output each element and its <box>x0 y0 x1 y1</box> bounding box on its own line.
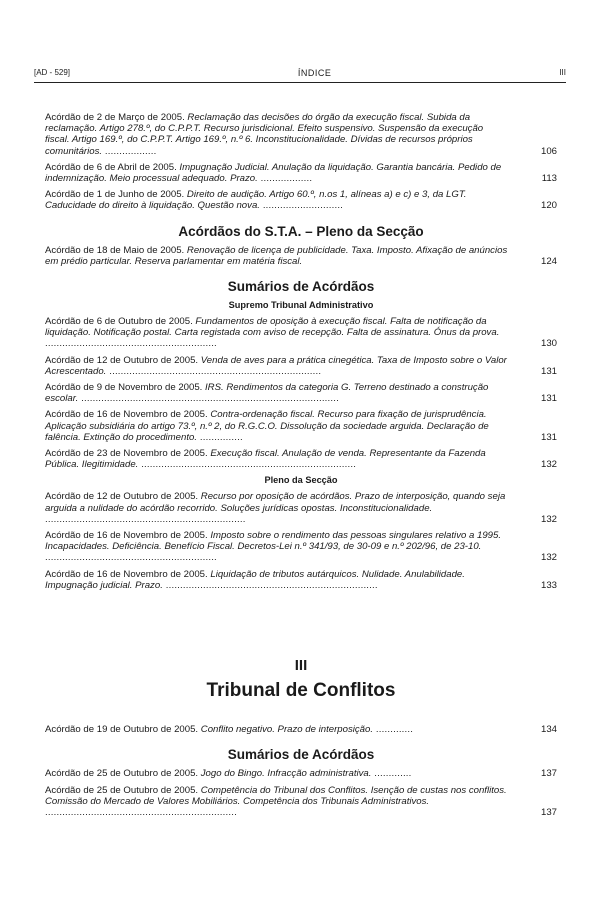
entry-text <box>45 382 509 404</box>
index-entry <box>45 448 557 470</box>
index-entry <box>45 189 557 211</box>
entry-subject: Execução fiscal. Anulação de venda. Representante da Fazenda Pública. Ilegitimidade. <box>45 448 486 471</box>
entry-page-number: 130 <box>540 338 557 350</box>
section-title-sta-pleno: Acórdãos do S.T.A. – Pleno da Secção <box>178 223 424 239</box>
index-block <box>45 112 557 212</box>
part-number: III <box>294 657 308 675</box>
index-content <box>45 112 557 823</box>
index-block <box>45 768 557 818</box>
entry-subject: Venda de aves para a prática cinegética. Taxa de Imposto sobre o Valor Acrescentado. <box>45 354 507 377</box>
entry-text <box>45 316 509 350</box>
index-entry <box>45 382 557 404</box>
index-block <box>45 724 557 735</box>
entry-text <box>45 768 509 779</box>
entry-subject: Jogo do Bingo. Infracção administrativa. <box>198 768 372 780</box>
entry-subject: Renovação de licença de publicidade. Taxa. Imposto. Afixação de anúncios em prédio particular. Reserva parlamentar em matéria fiscal. <box>45 244 508 267</box>
entry-text <box>45 724 509 735</box>
entry-date: Acórdão de 25 de Outubro de 2005. <box>45 768 199 780</box>
entry-date: Acórdão de 19 de Outubro de 2005. <box>45 724 199 736</box>
entry-leader-dots: ............................................................ <box>45 338 217 350</box>
entry-leader-dots: ................................................................... <box>45 806 237 818</box>
entry-leader-dots: ............................................................ <box>45 552 217 564</box>
entry-page-number: 137 <box>540 768 557 780</box>
entry-page-number: 133 <box>540 579 557 591</box>
entry-text <box>45 409 509 443</box>
entry-date: Acórdão de 6 de Outubro de 2005. <box>45 316 193 328</box>
entry-leader-dots: .......................................................................... <box>106 365 322 377</box>
entry-page-number: 120 <box>540 200 557 212</box>
entry-leader-dots: ........................................................................... <box>138 459 357 471</box>
index-entry <box>45 491 557 525</box>
entry-leader-dots: ............. <box>373 724 414 736</box>
entry-leader-dots: .......................................................................................... <box>78 393 340 405</box>
index-block <box>45 316 557 470</box>
subsection-title-sta: Supremo Tribunal Administrativo <box>228 300 374 311</box>
entry-subject: IRS. Rendimentos da categoria G. Terreno destinado a construção escolar. <box>45 382 489 405</box>
entry-date: Acórdão de 1 de Junho de 2005. <box>45 189 185 201</box>
entry-date: Acórdão de 23 de Novembro de 2005. <box>45 448 208 460</box>
index-entry <box>45 316 557 350</box>
entry-page-number: 134 <box>540 724 557 736</box>
entry-date: Acórdão de 9 de Novembro de 2005. <box>45 382 203 394</box>
entry-leader-dots: .......................................................................... <box>162 579 378 591</box>
header-page-number: III <box>559 68 566 77</box>
section-title-sumarios: Sumários de Acórdãos <box>227 279 375 295</box>
entry-text <box>45 530 509 564</box>
subsection-title-pleno: Pleno da Secção <box>264 475 338 486</box>
entry-text <box>45 162 509 184</box>
entry-text <box>45 245 509 267</box>
entry-text <box>45 569 509 591</box>
entry-leader-dots: ............. <box>371 768 412 780</box>
entry-leader-dots: ...................................................................... <box>45 513 246 525</box>
index-entry <box>45 245 557 267</box>
entry-page-number: 131 <box>540 365 557 377</box>
entry-text <box>45 189 509 211</box>
entry-page-number: 132 <box>540 513 557 525</box>
entry-subject: Contra-ordenação fiscal. Recurso para fixação de jurisprudência. Aplicação subsidiária do artigo 73.º, n.º 2, do R.G.C.O. Dissolução da sociedade arguida. Declaração de falência. Extinção do procedimento. <box>45 409 489 443</box>
entry-subject: Impugnação Judicial. Anulação da liquidação. Garantia bancária. Pedido de indemnização. Meio processual adequado. Prazo. <box>45 161 502 185</box>
running-header <box>34 68 566 83</box>
entry-subject: Reclamação das decisões do órgão da execução fiscal. Subida da reclamação. Artigo 278.º, do C.P.P.T. Recurso jurisdicional. Efeito suspensivo. Suspensão da execução fiscal. Artigo 169.º, do C.P.P.T. Artigo 169.º, n.º 6. Inconstitucionalidade. Dívidas de recursos próprios comunitários. <box>45 112 484 157</box>
entry-date: Acórdão de 16 de Novembro de 2005. <box>45 530 208 542</box>
entry-text <box>45 785 509 819</box>
entry-subject: Fundamentos de oposição à execução fiscal. Falta de notificação da liquidação. Notificação postal. Carta registada com aviso de recepção. Falta de assinatura. Ónus da prova. <box>45 316 500 339</box>
index-entry <box>45 724 557 735</box>
index-entry <box>45 530 557 564</box>
index-block <box>45 245 557 267</box>
index-entry <box>45 785 557 819</box>
entry-page-number: 131 <box>540 431 557 443</box>
index-block <box>45 491 557 591</box>
entry-text <box>45 491 509 525</box>
entry-text <box>45 448 509 470</box>
entry-subject: Imposto sobre o rendimento das pessoas singulares relativo a 1995. Incapacidades. Deficiência. Benefício Fiscal. Decretos-Lei n.º 341/93, de 30-09 e n.º 202/96, de 23-10. <box>45 530 501 553</box>
entry-leader-dots: ............... <box>197 431 243 443</box>
entry-date: Acórdão de 6 de Abril de 2005. <box>45 161 177 173</box>
entry-subject: Direito de audição. Artigo 60.º, n.os 1, alíneas a) e c) e 3, da LGT. Caducidade do direito à liquidação. Questão nova. <box>45 189 467 212</box>
entry-leader-dots: .................. <box>102 145 157 157</box>
index-entry <box>45 569 557 591</box>
entry-date: Acórdão de 12 de Outubro de 2005. <box>45 491 199 503</box>
entry-page-number: 137 <box>540 806 557 818</box>
entry-page-number: 106 <box>540 145 557 157</box>
part-title: Tribunal de Conflitos <box>206 680 396 702</box>
entry-date: Acórdão de 18 de Maio de 2005. <box>45 244 185 256</box>
entry-date: Acórdão de 2 de Março de 2005. <box>45 112 185 123</box>
index-entry <box>45 355 557 377</box>
index-entry <box>45 112 557 157</box>
entry-date: Acórdão de 16 de Novembro de 2005. <box>45 409 208 421</box>
index-entry <box>45 409 557 443</box>
entry-subject: Competência do Tribunal dos Conflitos. Isenção de custas nos conflitos. Comissão do Mercado de Valores Mobiliários. Competência dos Tribunais Administrativos. <box>45 784 507 807</box>
header-code: [AD - 529] <box>34 68 71 77</box>
entry-page-number: 132 <box>540 552 557 564</box>
entry-subject: Liquidação de tributos autárquicos. Nulidade. Anulabilidade. Impugnação judicial. Prazo. <box>45 568 465 591</box>
entry-date: Acórdão de 12 de Outubro de 2005. <box>45 354 199 366</box>
entry-page-number: 132 <box>540 459 557 471</box>
entry-page-number: 113 <box>541 173 557 185</box>
entry-page-number: 124 <box>540 255 557 267</box>
entry-leader-dots: .................. <box>257 173 313 185</box>
header-title: ÍNDICE <box>297 68 332 78</box>
entry-date: Acórdão de 25 de Outubro de 2005. <box>45 784 199 796</box>
entry-text <box>45 355 509 377</box>
entry-date: Acórdão de 16 de Novembro de 2005. <box>45 568 208 580</box>
entry-text <box>45 112 509 157</box>
index-entry <box>45 162 557 184</box>
entry-leader-dots: ............................ <box>259 200 344 212</box>
section-title-sumarios-conflitos: Sumários de Acórdãos <box>227 747 375 763</box>
index-entry <box>45 768 557 779</box>
entry-subject: Conflito negativo. Prazo de interposição. <box>198 724 374 736</box>
entry-subject: Recurso por oposição de acórdãos. Prazo de interposição, quando seja arguida a nulidade do acórdão recorrido. Soluções jurídicas opostas. Inconstitucionalidade. <box>45 491 506 514</box>
entry-page-number: 131 <box>540 393 557 405</box>
